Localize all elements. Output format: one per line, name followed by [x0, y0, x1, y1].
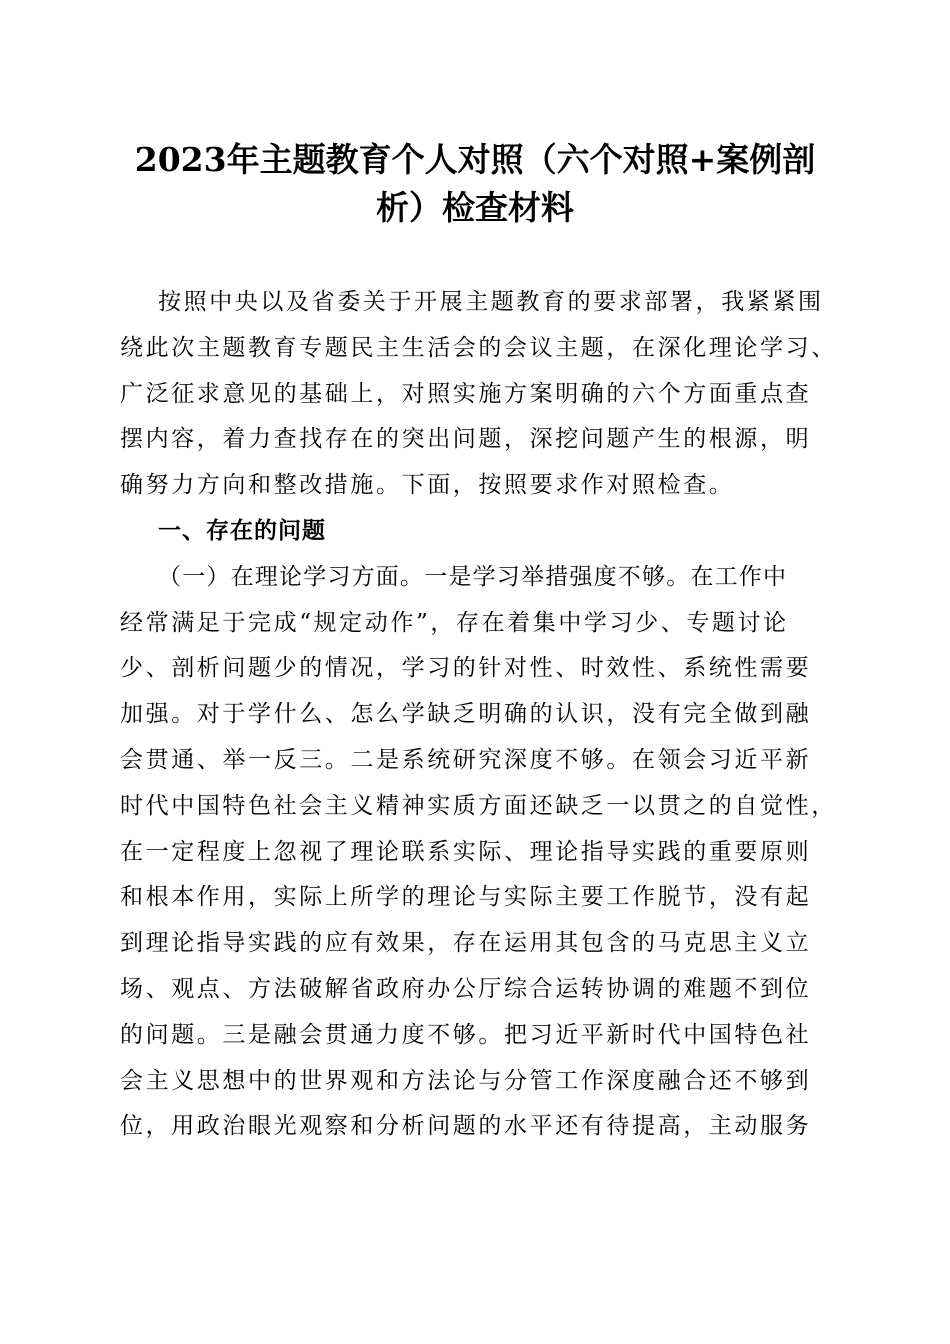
intro-line-2: 绕此次主题教育专题民主生活会的会议主题，在深化理论学习、	[120, 334, 837, 361]
intro-line-5: 确努力方向和整改措施。下面，按照要求作对照检查。	[120, 472, 735, 499]
section-paragraph	[120, 555, 837, 1150]
title-line-2: 析）检查材料	[376, 188, 574, 227]
section-line-13: 位，用政治眼光观察和分析问题的水平还有待提高，主动服务	[120, 1113, 812, 1140]
document-title	[110, 136, 840, 232]
intro-paragraph	[120, 280, 837, 509]
intro-line-4: 摆内容，着力查找存在的突出问题，深挖问题产生的根源，明	[120, 426, 812, 453]
intro-line-1: 按照中央以及省委关于开展主题教育的要求部署，我紧紧围	[158, 289, 824, 315]
section-line-3: 少、剖析问题少的情况，学习的针对性、时效性、系统性需要	[120, 655, 812, 682]
section-line-10: 场、观点、方法破解省政府办公厅综合运转协调的难题不到位	[120, 975, 812, 1002]
section-line-12: 会主义思想中的世界观和方法论与分管工作深度融合还不够到	[120, 1067, 812, 1094]
document-body	[120, 280, 837, 1150]
section-line-6: 时代中国特色社会主义精神实质方面还缺乏一以贯之的自觉性，	[120, 792, 837, 819]
section-line-2: 经常满足于完成“规定动作”，存在着集中学习少、专题讨论	[120, 609, 789, 636]
section-line-5: 会贯通、举一反三。二是系统研究深度不够。在领会习近平新	[120, 746, 812, 773]
section-line-1: （一）在理论学习方面。一是学习举措强度不够。在工作中	[158, 563, 788, 590]
section-line-4: 加强。对于学什么、怎么学缺乏明确的认识，没有完全做到融	[120, 701, 812, 728]
section-line-9: 到理论指导实践的应有效果，存在运用其包含的马克思主义立	[120, 930, 812, 957]
section-line-7: 在一定程度上忽视了理论联系实际、理论指导实践的重要原则	[120, 838, 812, 865]
intro-line-3: 广泛征求意见的基础上，对照实施方案明确的六个方面重点查	[120, 380, 812, 407]
section-heading: 一、存在的问题	[158, 517, 326, 544]
section-line-8: 和根本作用，实际上所学的理论与实际主要工作脱节，没有起	[120, 884, 812, 911]
section-line-11: 的问题。三是融会贯通力度不够。把习近平新时代中国特色社	[120, 1021, 812, 1048]
title-line-1: 2023年主题教育个人对照（六个对照+案例剖	[134, 140, 816, 179]
